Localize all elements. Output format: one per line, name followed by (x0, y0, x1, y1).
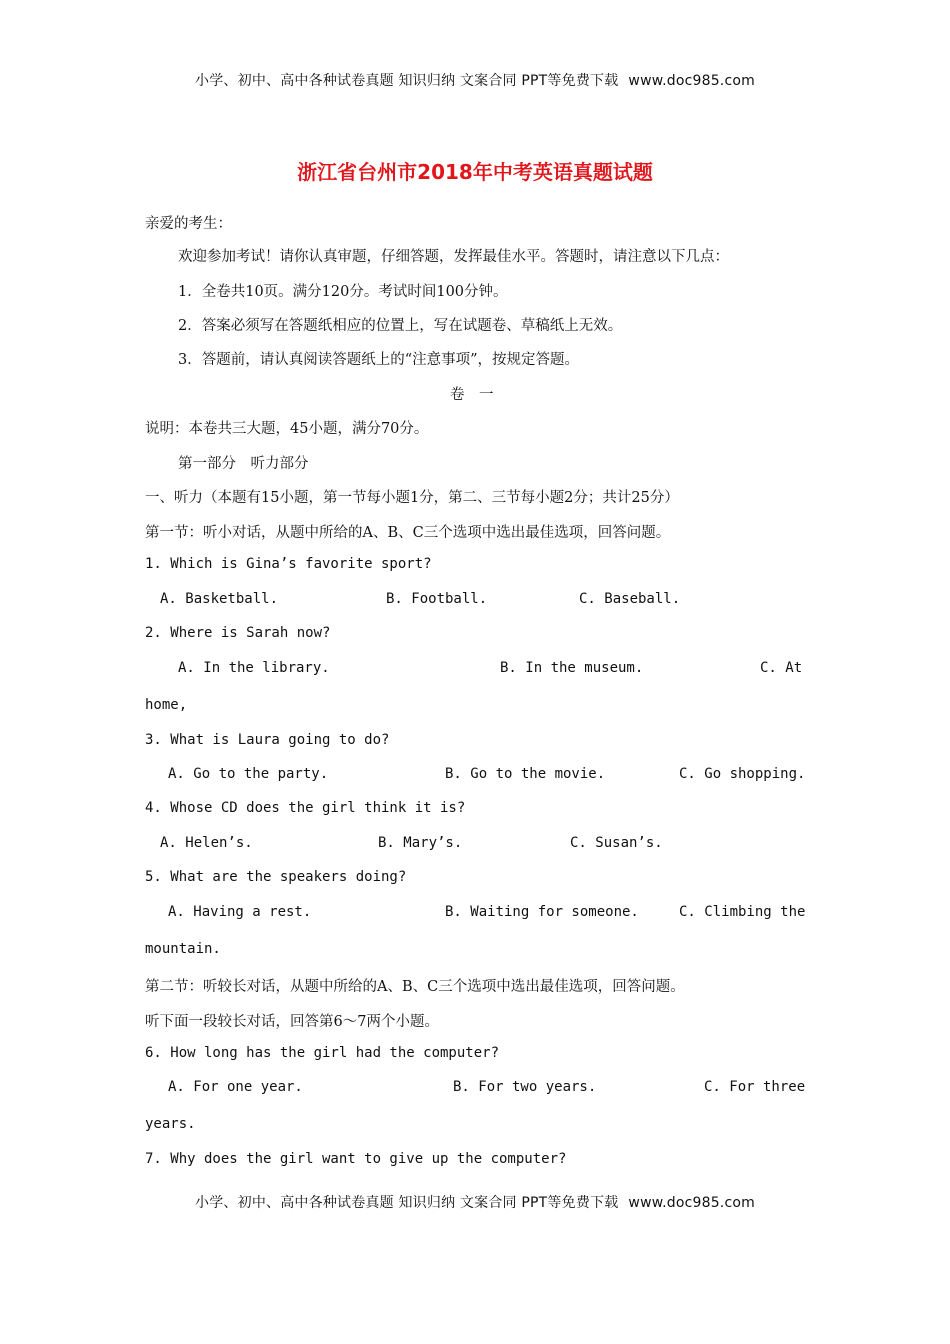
part1-heading: 第一部分 听力部分 (178, 456, 309, 472)
intro: 欢迎参加考试！请你认真审题，仔细答题，发挥最佳水平。答题时，请注意以下几点： (178, 249, 729, 265)
q3-stem: 3. What is Laura going to do? (145, 732, 390, 748)
q3-option-b: B. Go to the movie. (445, 766, 606, 782)
note-1: 1．全卷共10页。满分120分。考试时间100分钟。 (178, 284, 508, 300)
note-2: 2．答案必须写在答题纸相应的位置上，写在试题卷、草稿纸上无效。 (178, 318, 623, 334)
q4-stem: 4. Whose CD does the girl think it is? (145, 800, 466, 816)
q3-option-a: A. Go to the party. (168, 766, 329, 782)
q6-option-a: A. For one year. (168, 1079, 303, 1095)
q6-stem: 6. How long has the girl had the computer? (145, 1045, 500, 1061)
header-text: 小学、初中、高中各种试卷真题 知识归纳 文案合同 PPT等免费下载 (195, 73, 619, 89)
volume-heading: 卷 一 (450, 387, 494, 403)
note-3: 3．答题前，请认真阅读答题纸上的“注意事项”，按规定答题。 (178, 352, 580, 368)
q7-stem: 7. Why does the girl want to give up the computer? (145, 1151, 567, 1167)
q6-option-b: B. For two years. (453, 1079, 597, 1095)
q1-option-b: B. Football. (386, 591, 488, 607)
q2-stem: 2. Where is Sarah now? (145, 625, 331, 641)
q5-option-c: C. Climbing the (679, 904, 806, 920)
q2-option-a: A. In the library. (178, 660, 330, 676)
q1-option-c: C. Baseball. (579, 591, 681, 607)
volume-note: 说明：本卷共三大题，45小题，满分70分。 (145, 421, 429, 437)
q3-option-c: C. Go shopping. (679, 766, 806, 782)
page-footer (0, 1192, 950, 1212)
q2-option-c-cont: home, (145, 697, 188, 713)
subsection2-note: 听下面一段较长对话，回答第6～7两个小题。 (145, 1014, 439, 1030)
page-header (0, 70, 950, 90)
section1-heading: 一、听力（本题有15小题，第一节每小题1分，第二、三节每小题2分；共计25分） (145, 490, 679, 506)
greeting: 亲爱的考生： (145, 216, 232, 232)
header-site-link[interactable]: www.doc985.com (628, 73, 755, 89)
q5-option-a: A. Having a rest. (168, 904, 312, 920)
q4-option-a: A. Helen’s. (160, 835, 253, 851)
q1-stem: 1. Which is Gina’s favorite sport? (145, 556, 432, 572)
footer-site-link[interactable]: www.doc985.com (628, 1195, 755, 1211)
q6-option-c-cont: years. (145, 1116, 196, 1132)
q1-option-a: A. Basketball. (160, 591, 279, 607)
q2-option-b: B. In the museum. (500, 660, 644, 676)
footer-text: 小学、初中、高中各种试卷真题 知识归纳 文案合同 PPT等免费下载 (195, 1195, 619, 1211)
q4-option-c: C. Susan’s. (570, 835, 663, 851)
q2-option-c: C. At (760, 660, 803, 676)
q4-option-b: B. Mary’s. (378, 835, 463, 851)
q6-option-c: C. For three (704, 1079, 806, 1095)
q5-option-c-cont: mountain. (145, 941, 221, 957)
subsection1-heading: 第一节：听小对话，从题中所给的A、B、C三个选项中选出最佳选项，回答问题。 (145, 525, 671, 541)
page-title: 浙江省台州市2018年中考英语真题试题 (297, 160, 653, 184)
subsection2-heading: 第二节：听较长对话，从题中所给的A、B、C三个选项中选出最佳选项，回答问题。 (145, 979, 685, 995)
q5-option-b: B. Waiting for someone. (445, 904, 639, 920)
q5-stem: 5. What are the speakers doing? (145, 869, 407, 885)
